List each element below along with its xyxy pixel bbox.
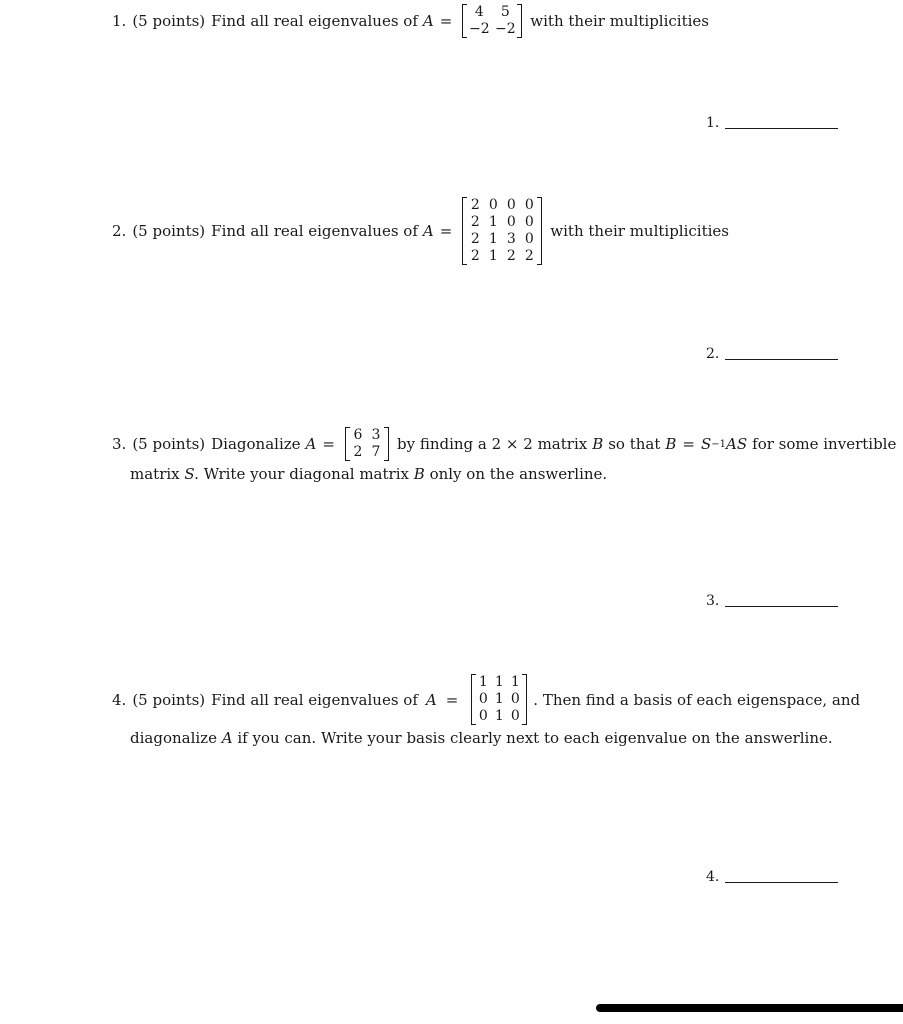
formula-superscript: −1 [711, 438, 727, 450]
formula-s: S [701, 435, 712, 453]
problem-text-after: . Then find a basis of each eigenspace, and [533, 690, 861, 709]
answer-label: 1. [706, 115, 720, 131]
problem-1 [112, 4, 836, 38]
matrix-cell: 0 [488, 197, 498, 213]
formula-b: B [665, 435, 677, 453]
matrix-3x3 [471, 674, 527, 725]
problem-text-after: with their multiplicities [550, 222, 729, 240]
continuation-text: Write your diagonal matrix [203, 465, 409, 483]
variable-a: A [422, 222, 434, 240]
variable-a: A [305, 435, 317, 453]
matrix-cell: 2 [470, 231, 480, 247]
problem-text-after: with their multiplicities [530, 12, 709, 30]
matrix-cell: 1 [488, 214, 498, 230]
points-label: (5 points) [132, 435, 206, 453]
variable-a: A [422, 12, 434, 30]
variable-a: A [425, 690, 437, 709]
problem-text: Diagonalize [211, 435, 301, 453]
problem-text-invertible: for some invertible [752, 435, 897, 453]
continuation-text: only on the answerline. [429, 465, 608, 483]
problem-continuation [130, 729, 836, 747]
points-label: (5 points) [132, 690, 206, 709]
matrix-cell: 0 [510, 691, 520, 707]
problem-text-so-that: so that [608, 435, 661, 453]
problem-number: 2. [112, 222, 127, 240]
points-label: (5 points) [132, 12, 206, 30]
matrix-cell: 0 [506, 214, 516, 230]
formula-equals: = [682, 435, 695, 453]
equals-sign: = [322, 435, 335, 453]
answer-label: 2. [706, 346, 720, 362]
equals-sign: = [445, 690, 459, 709]
matrix-cell: 1 [494, 691, 504, 707]
matrix-cell: −2 [468, 21, 490, 37]
answer-line-4[interactable] [706, 869, 838, 885]
problem-2 [112, 197, 836, 265]
matrix-cell: 1 [510, 674, 520, 690]
matrix-cell: 4 [474, 4, 484, 20]
answer-rule [725, 606, 838, 607]
matrix-cell: 1 [494, 674, 504, 690]
matrix-cell: 1 [478, 674, 488, 690]
variable-a: A [221, 729, 233, 747]
matrix-cell: 2 [470, 214, 480, 230]
equals-sign: = [439, 12, 453, 30]
continuation-text: if you can. Write your basis clearly next to each eigenvalue on the answerline. [237, 729, 833, 747]
continuation-text: diagonalize [130, 729, 217, 747]
matrix-cell: 0 [510, 708, 520, 724]
variable-b: B [592, 435, 604, 453]
variable-b: B [413, 465, 425, 483]
matrix-2x2 [462, 4, 522, 38]
matrix-cell: 0 [478, 691, 488, 707]
matrix-2x2 [345, 427, 389, 461]
answer-rule [725, 882, 838, 883]
matrix-cell: 0 [524, 214, 534, 230]
matrix-cell: 5 [500, 4, 510, 20]
problem-text: Find all real eigenvalues of [211, 222, 418, 240]
problem-4 [112, 674, 861, 747]
matrix-cell: 2 [470, 248, 480, 264]
matrix-cell: 6 [353, 427, 363, 443]
problem-3 [112, 427, 897, 483]
matrix-cell: 7 [371, 444, 381, 460]
answer-line-1[interactable] [706, 115, 838, 131]
matrix-cell: 3 [371, 427, 381, 443]
matrix-cell: 2 [506, 248, 516, 264]
problem-continuation [130, 465, 836, 483]
answer-line-2[interactable] [706, 346, 838, 362]
answer-label: 4. [706, 869, 720, 885]
matrix-cell: 3 [506, 231, 516, 247]
problem-number: 3. [112, 435, 127, 453]
matrix-4x4 [462, 197, 542, 265]
variable-s: S. [184, 465, 199, 483]
problem-text: Find all real eigenvalues of [211, 690, 418, 709]
answer-label: 3. [706, 593, 720, 609]
continuation-text: matrix [130, 465, 180, 483]
matrix-cell: 2 [470, 197, 480, 213]
points-label: (5 points) [132, 222, 206, 240]
answer-rule [725, 359, 838, 360]
answer-rule [725, 128, 838, 129]
problem-number: 1. [112, 12, 127, 30]
matrix-cell: 1 [488, 248, 498, 264]
matrix-cell: 1 [488, 231, 498, 247]
matrix-cell: 2 [353, 444, 363, 460]
matrix-cell: 0 [506, 197, 516, 213]
problem-text: Find all real eigenvalues of [211, 12, 418, 30]
problem-number: 4. [112, 690, 127, 709]
home-indicator-bar[interactable] [596, 1004, 903, 1012]
equals-sign: = [439, 222, 453, 240]
answer-line-3[interactable] [706, 593, 838, 609]
matrix-cell: 0 [478, 708, 488, 724]
formula-as: AS [726, 435, 748, 453]
matrix-cell: 2 [524, 248, 534, 264]
matrix-cell: 0 [524, 197, 534, 213]
matrix-cell: 0 [524, 231, 534, 247]
matrix-cell: 1 [494, 708, 504, 724]
matrix-cell: −2 [494, 21, 516, 37]
problem-text-after: by finding a 2 × 2 matrix [396, 435, 588, 453]
